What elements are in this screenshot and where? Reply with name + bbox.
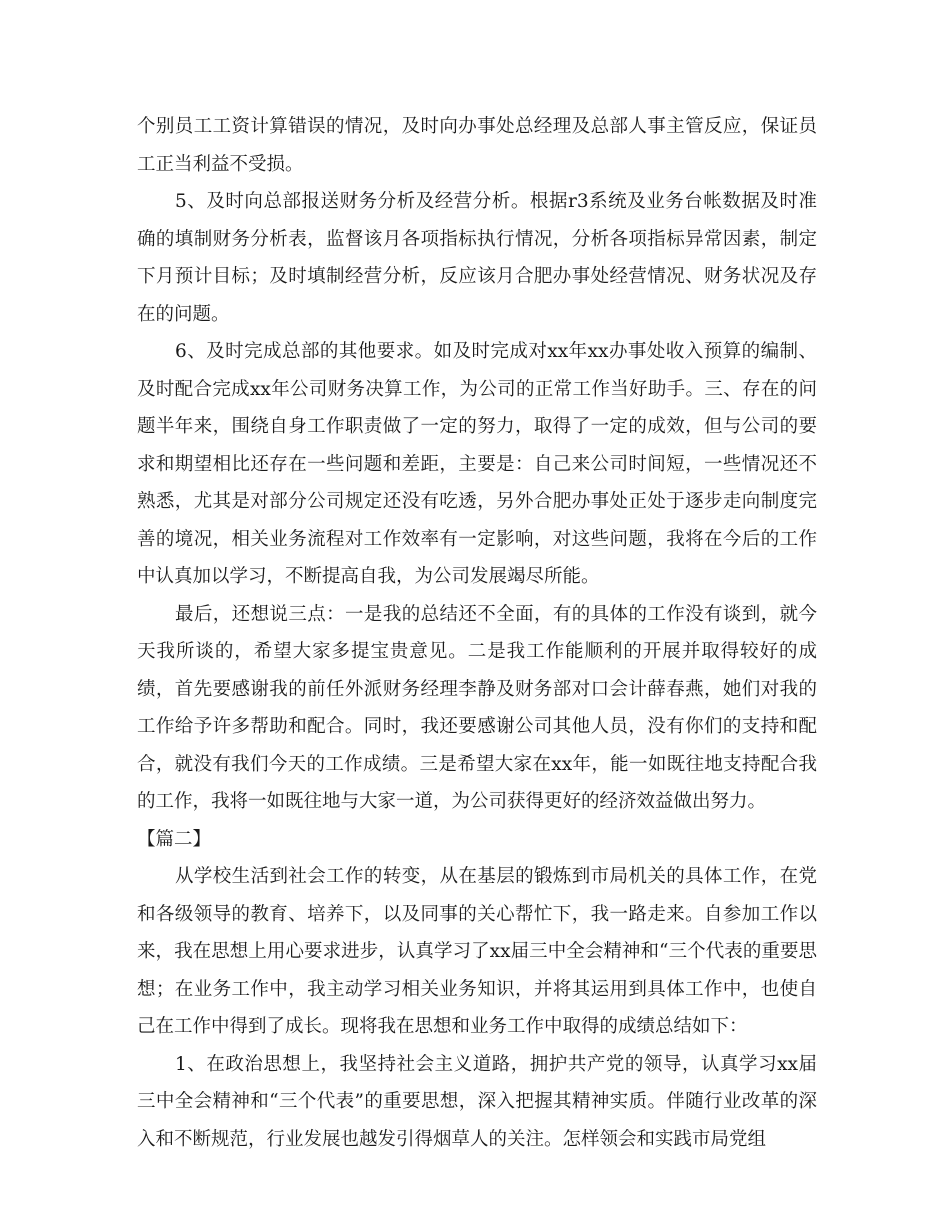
paragraph-intro: 从学校生活到社会工作的转变，从在基层的锻炼到市局机关的具体工作，在党和各级领导的教育、培养下，以及同事的关心帮忙下，我一路走来。自参加工作以来，我在思想上用心要求进步，认真学习了xx届三中全会精神和“三个代表的重要思想；在业务工作中，我主动学习相关业务知识，并将其运用到具体工作中，也使自己在工作中得到了成长。现将我在思想和业务工作中取得的成绩总结如下： xyxy=(137,866,817,1037)
paragraph-item-1: 1、在政治思想上，我坚持社会主义道路，拥护共产党的领导，认真学习xx届三中全会精神和“三个代表”的重要思想，深入把握其精神实质。伴随行业改革的深入和不断规范，行业发展也越发引得烟草人的关注。怎样领会和实践市局党组 xyxy=(137,1053,817,1150)
paragraph-continuation: 个别员工工资计算错误的情况，及时向办事处总经理及总部人事主管反应，保证员工正当利益不受损。 xyxy=(137,116,817,175)
paragraph-item-6: 6、及时完成总部的其他要求。如及时完成对xx年xx办事处收入预算的编制、及时配合完成xx年公司财务决算工作，为公司的正常工作当好助手。三、存在的问题半年来，围绕自身工作职责做了一定的努力，取得了一定的成效，但与公司的要求和期望相比还存在一些问题和差距，主要是：自己来公司时间短，一些情况还不熟悉，尤其是对部分公司规定还没有吃透，另外合肥办事处正处于逐步走向制度完善的境况，相关业务流程对工作效率有一定影响，对这些问题，我将在今后的工作中认真加以学习，不断提高自我，为公司发展竭尽所能。 xyxy=(137,341,817,587)
paragraph-closing: 最后，还想说三点：一是我的总结还不全面，有的具体的工作没有谈到，就今天我所谈的，希望大家多提宝贵意见。二是我工作能顺利的开展并取得较好的成绩，首先要感谢我的前任外派财务经理李静及财务部对口会计薛春燕，她们对我的工作给予许多帮助和配合。同时，我还要感谢公司其他人员，没有你们的支持和配合，就没有我们今天的工作成绩。三是希望大家在xx年，能一如既往地支持配合我的工作，我将一如既往地与大家一道，为公司获得更好的经济效益做出努力。 xyxy=(137,603,817,812)
paragraph-item-5: 5、及时向总部报送财务分析及经营分析。根据r3系统及业务台帐数据及时准确的填制财务分析表，监督该月各项指标执行情况，分析各项指标异常因素，制定下月预计目标；及时填制经营分析，反应该月合肥办事处经营情况、财务状况及存在的问题。 xyxy=(137,191,817,325)
document-body xyxy=(137,108,817,1158)
section-heading-part-two: 【篇二】 xyxy=(137,828,212,850)
